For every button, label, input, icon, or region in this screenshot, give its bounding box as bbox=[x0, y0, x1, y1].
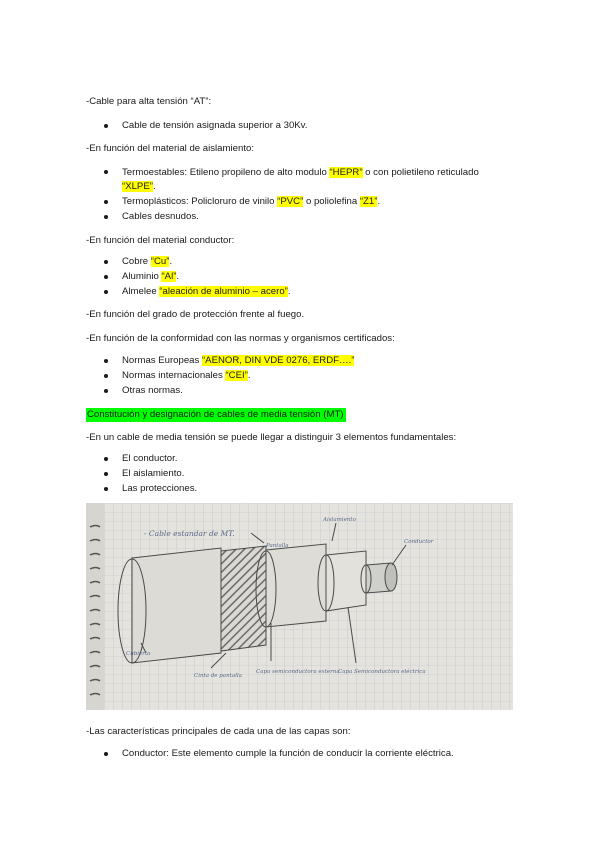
cable-sketch-drawing bbox=[86, 503, 513, 710]
cable-sketch-photo bbox=[86, 503, 513, 710]
heading-conductor: -En función del material conductor: bbox=[86, 235, 235, 246]
heading-conformidad: -En función de la conformidad con las normas y organismos certificados: bbox=[86, 333, 395, 344]
list-item-internacionales: Normas internacionales “CEI”. bbox=[122, 370, 251, 381]
sketch-label-capa-externa: Capa semiconductora externa bbox=[256, 669, 340, 675]
bullet-icon bbox=[104, 457, 108, 461]
bullet-icon bbox=[104, 472, 108, 476]
list-item: El aislamiento. bbox=[122, 468, 185, 479]
list-item: El conductor. bbox=[122, 453, 178, 464]
bullet-icon bbox=[104, 275, 108, 279]
highlight-z1: “Z1” bbox=[359, 196, 378, 207]
list-item-aluminio: Aluminio “Al”. bbox=[122, 271, 180, 282]
highlight-cu: “Cu” bbox=[150, 256, 170, 267]
sketch-label-aislamiento: Aislamiento bbox=[323, 517, 356, 523]
bullet-icon bbox=[104, 215, 108, 219]
bullet-icon bbox=[104, 124, 108, 128]
list-item-almelee: Almelee “aleación de aluminio – acero”. bbox=[122, 286, 291, 297]
sketch-label-pantalla: Pantalla bbox=[266, 543, 289, 549]
heading-cable-at: -Cable para alta tensión “AT”: bbox=[86, 96, 212, 107]
bullet-icon bbox=[104, 389, 108, 393]
highlight-aenor: “AENOR, DIN VDE 0276, ERDF….” bbox=[201, 355, 355, 366]
bullet-icon bbox=[104, 752, 108, 756]
heading-caracteristicas: -Las características principales de cada una de las capas son: bbox=[86, 726, 351, 737]
heading-aislamiento: -En función del material de aislamiento: bbox=[86, 143, 254, 154]
list-item-termoestables: Termoestables: Etileno propileno de alto modulo “HEPR” o con polietileno reticulado “XLPE”. bbox=[122, 167, 479, 192]
highlight-al: “Al” bbox=[161, 271, 177, 282]
bullet-icon bbox=[104, 374, 108, 378]
highlight-xlpe: “XLPE” bbox=[122, 181, 153, 192]
sketch-label-cubierta: Cubierta bbox=[126, 651, 151, 657]
highlight-aleacion: “aleación de aluminio – acero” bbox=[159, 286, 288, 297]
list-item-cobre: Cobre “Cu”. bbox=[122, 256, 173, 267]
list-item: Cable de tensión asignada superior a 30Kv. bbox=[122, 120, 308, 131]
bullet-icon bbox=[104, 487, 108, 491]
highlight-cei: “CEI” bbox=[225, 370, 248, 381]
bullet-icon bbox=[104, 260, 108, 264]
highlight-hepr: “HEPR” bbox=[329, 167, 363, 178]
list-item-europeas: Normas Europeas “AENOR, DIN VDE 0276, ERDF….” bbox=[122, 355, 355, 366]
sketch-title: - Cable estandar de MT. bbox=[144, 529, 235, 538]
heading-elementos: -En un cable de media tensión se puede llegar a distinguir 3 elementos fundamentales: bbox=[86, 432, 457, 443]
sketch-label-cinta: Cinta de pantalla bbox=[194, 673, 242, 679]
list-item: Conductor: Este elemento cumple la función de conducir la corriente eléctrica. bbox=[122, 748, 454, 759]
bullet-icon bbox=[104, 290, 108, 294]
section-title-mt: Constitución y designación de cables de media tensión (MT) bbox=[87, 409, 344, 420]
list-item: Cables desnudos. bbox=[122, 211, 199, 222]
list-item: Las protecciones. bbox=[122, 483, 198, 494]
bullet-icon bbox=[104, 359, 108, 363]
heading-fuego: -En función del grado de protección frente al fuego. bbox=[86, 309, 305, 320]
list-item-termoplasticos: Termoplásticos: Policloruro de vinilo “PVC” o poliolefina “Z1”. bbox=[122, 196, 381, 207]
sketch-label-conductor: Conductor bbox=[404, 539, 434, 545]
bullet-icon bbox=[104, 200, 108, 204]
sketch-label-capa-electrica: Capa Semiconductora eléctrica bbox=[338, 669, 426, 675]
list-item: Otras normas. bbox=[122, 385, 183, 396]
bullet-icon bbox=[104, 170, 108, 174]
highlight-pvc: “PVC” bbox=[277, 196, 304, 207]
